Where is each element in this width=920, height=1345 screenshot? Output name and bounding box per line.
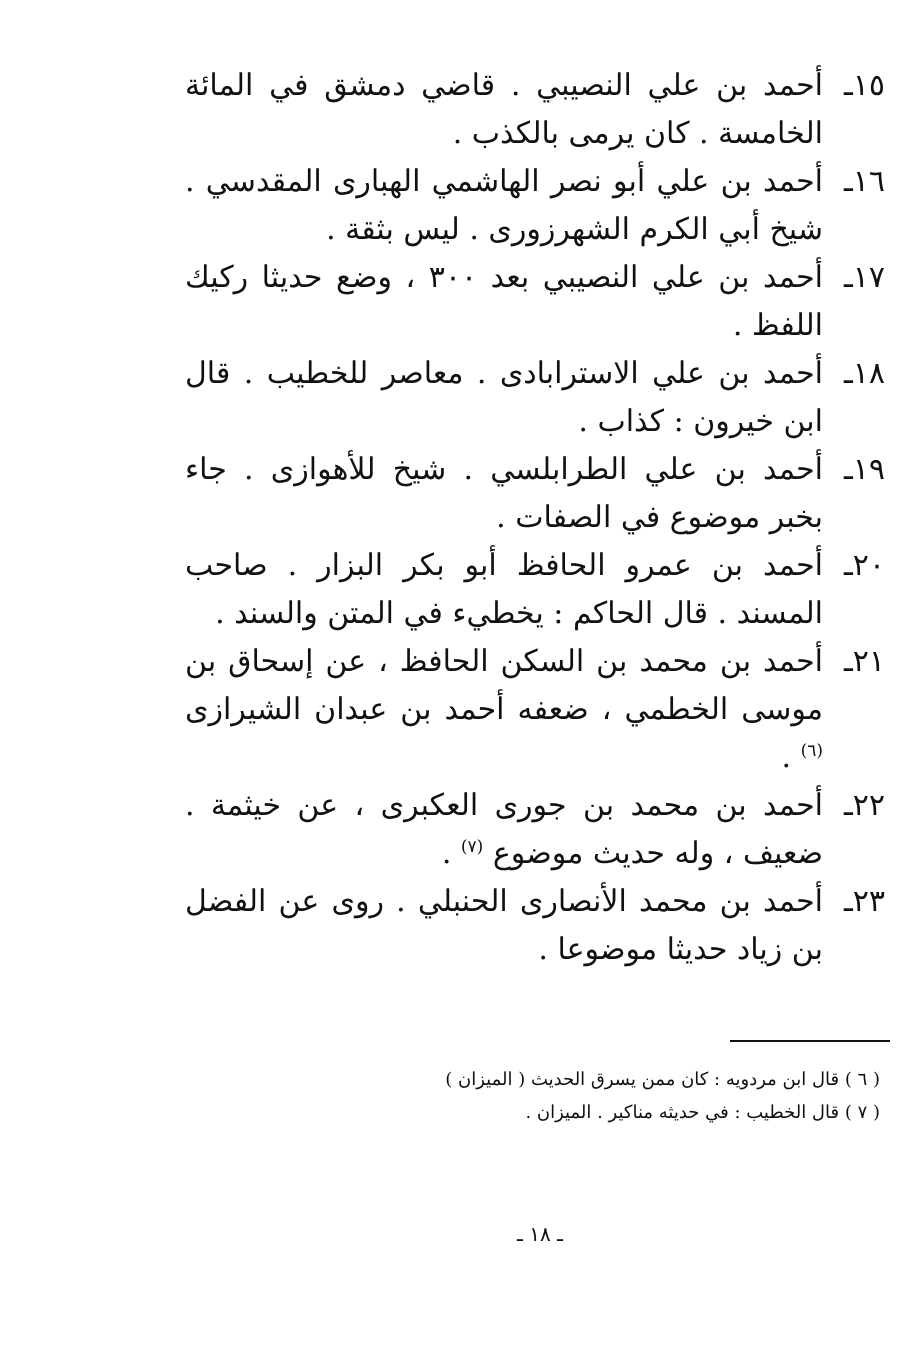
entry-18 — [185, 350, 885, 446]
entry-19 — [185, 446, 885, 542]
entry-text: أحمد بن علي الطرابلسي . شيخ للأهوازى . جاء بخبر موضوع في الصفات . — [185, 452, 823, 535]
entry-15 — [185, 62, 885, 158]
footnote-7: ( ٧ ) قال الخطيب : في حديثه مناكير . الميزان . — [525, 1102, 880, 1123]
entries-list — [185, 62, 885, 974]
entry-text: أحمد بن علي النصيبي بعد ٣٠٠ ، وضع حديثا ركيك اللفظ . — [185, 260, 823, 343]
entry-16 — [185, 158, 885, 254]
entry-number: ١٩ـ — [843, 452, 885, 487]
footnotes — [320, 1063, 880, 1129]
entry-text: أحمد بن محمد الأنصارى الحنبلي . روى عن الفضل بن زياد حديثا موضوعا . — [185, 884, 823, 967]
footnote-6: ( ٦ ) قال ابن مردويه : كان ممن يسرق الحديث ( الميزان ) — [445, 1069, 880, 1090]
footnote-separator — [730, 1040, 890, 1042]
entry-number: ٢٢ـ — [843, 788, 885, 823]
entry-body: أحمد بن محمد بن السكن الحافظ ، عن إسحاق بن موسى الخطمي ، ضعفه أحمد بن عبدان الشيرازى — [185, 644, 823, 727]
entry-number: ٢٣ـ — [843, 884, 885, 919]
entry-body: أحمد بن محمد بن جورى العكبرى ، عن خيثمة . ضعيف ، وله حديث موضوع — [185, 788, 823, 871]
entry-number: ٢٠ـ — [843, 548, 885, 583]
entry-text — [185, 788, 823, 871]
page-number: ـ ١٨ ـ — [517, 1222, 563, 1246]
entry-number: ٢١ـ — [843, 644, 885, 679]
entry-number: ١٦ـ — [843, 164, 885, 199]
entry-text: أحمد بن علي الاسترابادى . معاصر للخطيب . قال ابن خيرون : كذاب . — [185, 356, 823, 439]
entry-20 — [185, 542, 885, 638]
entry-22 — [185, 782, 885, 878]
entry-text: أحمد بن عمرو الحافظ أبو بكر البزار . صاحب المسند . قال الحاكم : يخطيء في المتن والسند . — [185, 548, 823, 631]
entry-17 — [185, 254, 885, 350]
entry-text: أحمد بن علي النصيبي . قاضي دمشق في المائة الخامسة . كان يرمى بالكذب . — [185, 68, 823, 151]
footnote-ref-7[interactable]: (٧) — [460, 837, 484, 857]
entry-23 — [185, 878, 885, 974]
entry-text: أحمد بن علي أبو نصر الهاشمي الهبارى المقدسي . شيخ أبي الكرم الشهرزورى . ليس بثقة . — [185, 164, 823, 247]
footnote-ref-6[interactable]: (٦) — [800, 741, 823, 761]
entry-text — [185, 644, 823, 775]
entry-end: . — [441, 836, 461, 871]
entry-21 — [185, 638, 885, 782]
entry-number: ١٨ـ — [843, 356, 885, 391]
entry-number: ١٥ـ — [843, 68, 885, 103]
entry-end: . — [781, 740, 801, 775]
entry-number: ١٧ـ — [843, 260, 885, 295]
